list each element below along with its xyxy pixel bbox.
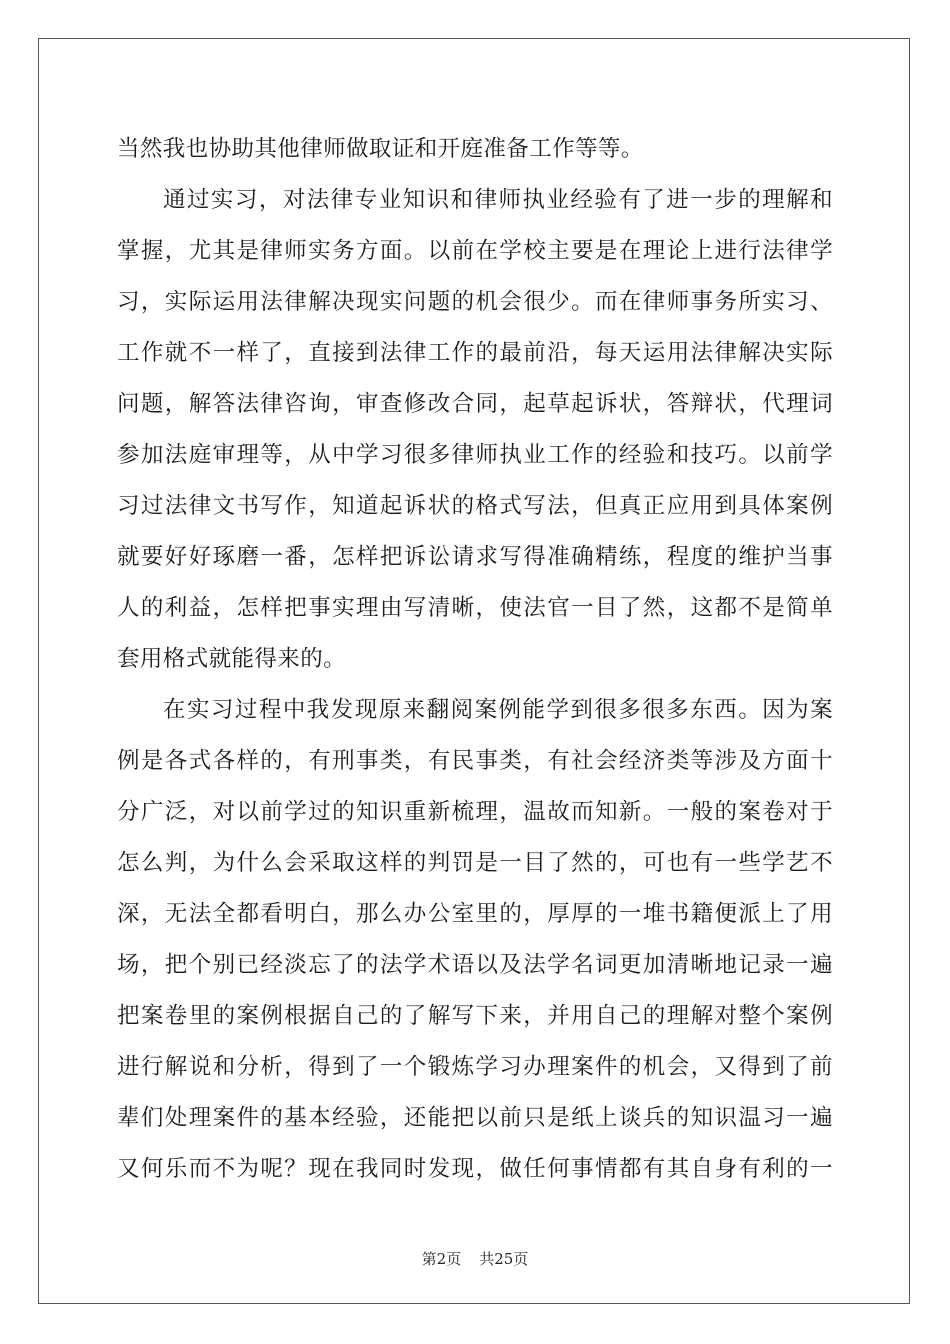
text-line: 把案卷里的案例根据自己的了解写下来，并用自己的理解对整个案例 (117, 1003, 833, 1029)
total-pages-label: 共25页 (479, 1250, 529, 1268)
text-line: 参加法庭审理等，从中学习很多律师执业工作的经验和技巧。以前学 (117, 442, 833, 468)
text-line: 怎么判，为什么会采取这样的判罚是一目了然的，可也有一些学艺不 (117, 850, 833, 876)
text-line: 通过实习，对法律专业知识和律师执业经验有了进一步的理解和 (163, 187, 833, 213)
text-line: 例是各式各样的，有刑事类，有民事类，有社会经济类等涉及方面十 (117, 748, 833, 774)
text-line: 习，实际运用法律解决现实问题的机会很少。而在律师事务所实习、 (117, 289, 833, 315)
paragraph (117, 124, 833, 175)
text-line: 辈们处理案件的基本经验，还能把以前只是纸上谈兵的知识温习一遍 (117, 1105, 833, 1131)
text-line: 进行解说和分析，得到了一个锻炼学习办理案件的机会，又得到了前 (117, 1054, 833, 1080)
text-line: 分广泛，对以前学过的知识重新梳理，温故而知新。一般的案卷对于 (117, 799, 833, 825)
text-line: 工作就不一样了，直接到法律工作的最前沿，每天运用法律解决实际 (117, 340, 833, 366)
text-line: 习过法律文书写作，知道起诉状的格式写法，但真正应用到具体案例 (117, 493, 833, 519)
text-line: 问题，解答法律咨询，审查修改合同，起草起诉状，答辩状，代理词 (117, 391, 833, 417)
text-line: 掌握，尤其是律师实务方面。以前在学校主要是在理论上进行法律学 (117, 238, 833, 264)
text-line: 在实习过程中我发现原来翻阅案例能学到很多很多东西。因为案 (163, 697, 833, 723)
page-footer (0, 1248, 950, 1269)
current-page-label: 第2页 (421, 1250, 462, 1268)
text-line: 就要好好琢磨一番，怎样把诉讼请求写得准确精练，程度的维护当事 (117, 544, 833, 570)
paragraph (117, 175, 833, 685)
text-line: 人的利益，怎样把事实理由写清晰，使法官一目了然，这都不是简单 (117, 595, 833, 621)
text-line: 场，把个别已经淡忘了的法学术语以及法学名词更加清晰地记录一遍 (117, 952, 833, 978)
text-line: 套用格式就能得来的。 (117, 646, 347, 672)
text-line: 深，无法全都看明白，那么办公室里的，厚厚的一堆书籍便派上了用 (117, 901, 833, 927)
text-line: 当然我也协助其他律师做取证和开庭准备工作等等。 (117, 136, 644, 162)
paragraph (117, 685, 833, 1195)
document-body (117, 124, 833, 1195)
text-line: 又何乐而不为呢？现在我同时发现，做任何事情都有其自身有利的一 (117, 1156, 833, 1182)
